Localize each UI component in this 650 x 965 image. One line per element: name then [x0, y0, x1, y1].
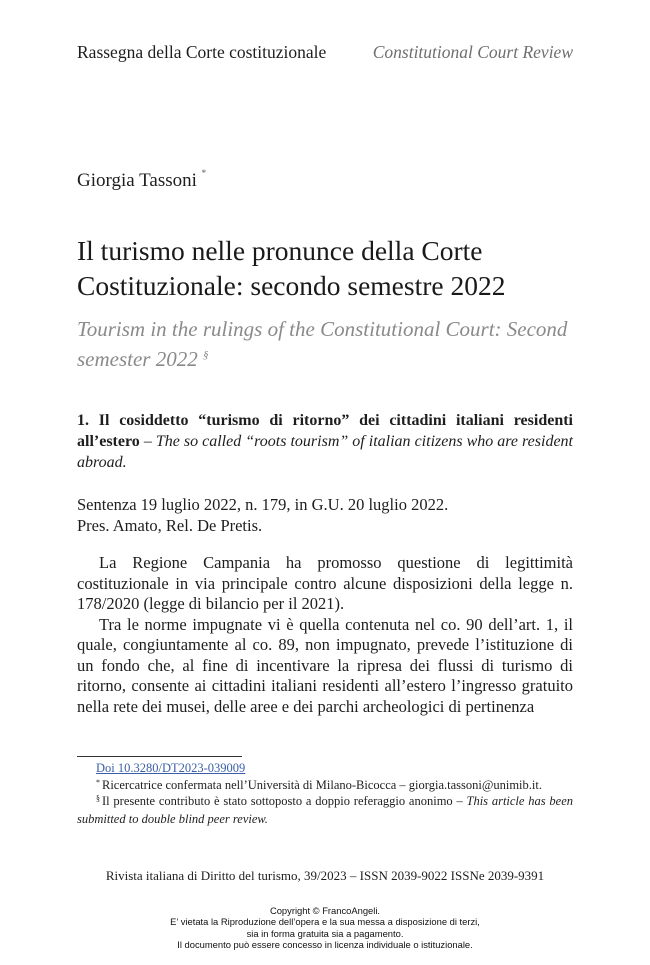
- footnote-author-text: Ricercatrice confermata nell’Università di Milano-Bicocca – giorgia.tassoni@unimib.it.: [102, 778, 542, 792]
- doi-link[interactable]: Doi 10.3280/DT2023-039009: [96, 761, 246, 775]
- author-footnote-mark: *: [201, 167, 207, 178]
- journal-footer: Rivista italiana di Diritto del turismo, 39/2023 – ISSN 2039-9022 ISSNe 2039-9391: [105, 868, 545, 883]
- body-text: [77, 553, 573, 717]
- body-paragraph-2: Tra le norme impugnate vi è quella contenuta nel co. 90 dell’art. 1, il quale, congiuntamente al co. 89, non impugnato, prevede l’istituzione di un fondo che, al fine di incentivare la ripresa dei flussi di turismo di ritorno, consente ai cittadini italiani residenti all’estero l’ingresso gratuito nella rete dei musei, delle aree e dei parchi archeologici di pertinenza: [77, 614, 573, 716]
- footnote-author-mark: *: [96, 778, 100, 787]
- subtitle-footnote-mark: §: [202, 349, 209, 361]
- section-heading-it: 1. Il cosiddetto “turismo di ritorno” dei cittadini italiani residenti all’estero: [77, 412, 573, 450]
- footnote-review-text-en: This article has been submitted to double blind peer review.: [77, 794, 573, 826]
- subtitle-text: Tourism in the rulings of the Constitutional Court: Second semester 2022: [77, 317, 568, 371]
- body-paragraph-1: La Regione Campania ha promosso questione di legittimità costituzionale in via principale contro alcune disposizioni della legge n. 178/2020 (legge di bilancio per il 2021).: [77, 553, 573, 613]
- ruling-judges: Pres. Amato, Rel. De Pretis.: [77, 516, 263, 535]
- copyright-notice: [0, 905, 650, 951]
- article-subtitle: [77, 316, 577, 372]
- article-title: Il turismo nelle pronunce della Corte Costituzionale: secondo semestre 2022: [77, 235, 506, 301]
- section-heading-dash: –: [139, 433, 156, 450]
- copyright-line-4: Il documento può essere concesso in licenza individuale o istituzionale.: [177, 939, 473, 951]
- ruling-citation: Sentenza 19 luglio 2022, n. 179, in G.U. 20 luglio 2022.: [77, 495, 449, 514]
- footnote-review-text: Il presente contributo è stato sottoposto a doppio referaggio anonimo –: [102, 794, 467, 808]
- footnote-divider: [77, 756, 242, 757]
- author-name: Giorgia Tassoni: [77, 170, 197, 191]
- running-header-journal-it: Rassegna della Corte costituzionale: [77, 42, 327, 62]
- copyright-line-2: E’ vietata la Riproduzione dell’opera e la sua messa a disposizione di terzi,: [170, 916, 480, 928]
- section-heading: [77, 410, 573, 473]
- copyright-line-3: sia in forma gratuita sia a pagamento.: [246, 927, 404, 939]
- author-line: [77, 167, 207, 192]
- copyright-line-1: Copyright © FrancoAngeli.: [269, 905, 381, 916]
- section-heading-en: The so called “roots tourism” of italian citizens who are resident abroad.: [77, 433, 574, 471]
- footnote-review-mark: §: [96, 794, 100, 803]
- footnote-review: [77, 793, 573, 827]
- running-header-journal-en: Constitutional Court Review: [372, 42, 573, 62]
- ruling-reference: [77, 494, 448, 536]
